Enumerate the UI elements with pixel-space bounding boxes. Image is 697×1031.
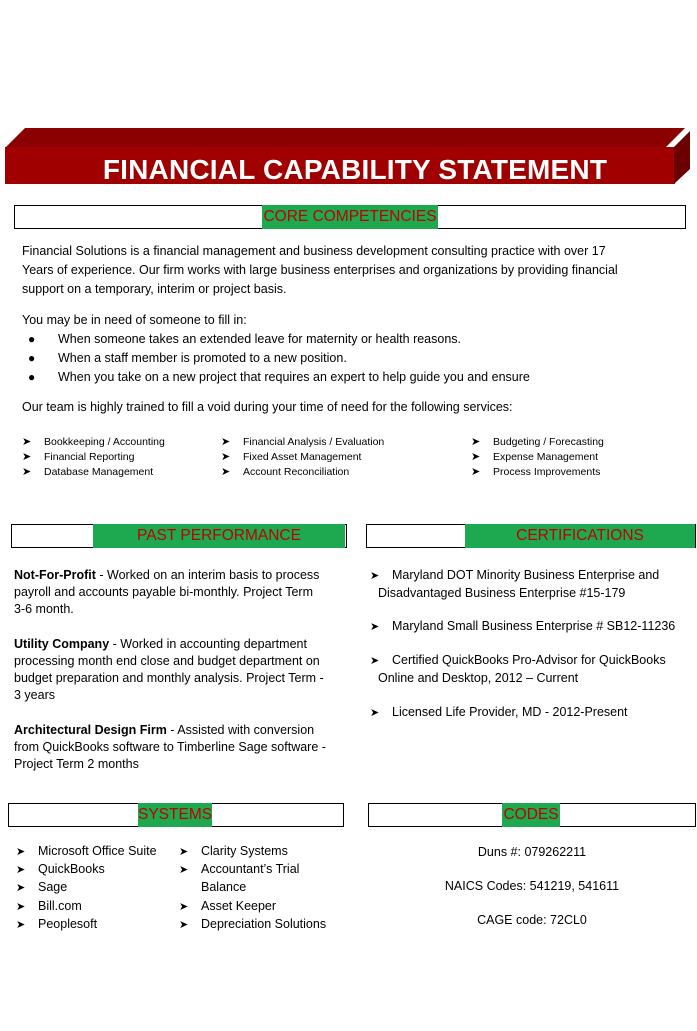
codes-heading: CODES <box>502 803 560 827</box>
past-item <box>14 722 326 773</box>
list-item <box>471 435 604 450</box>
bullet-icon: ● <box>28 351 36 365</box>
systems-column-1 <box>16 843 157 934</box>
arrow-icon: ➤ <box>221 436 231 448</box>
list-item <box>179 879 326 897</box>
list-item <box>179 843 326 861</box>
cert-text: Licensed Life Provider, MD - 2012-Present <box>392 705 628 719</box>
list-item <box>221 435 384 450</box>
arrow-icon: ➤ <box>221 466 231 478</box>
arrow-icon: ➤ <box>221 451 231 463</box>
need-intro: You may be in need of someone to fill in: <box>22 313 247 327</box>
bullet-icon: ● <box>28 370 36 384</box>
past-item-text: processing month end close and budget department on <box>14 654 320 668</box>
services-column-3 <box>471 435 604 480</box>
list-item <box>16 861 157 879</box>
past-item-text: 3 years <box>14 688 55 702</box>
system-label: Accountant’s Trial <box>201 862 300 877</box>
arrow-icon: ➤ <box>370 621 380 633</box>
systems-column-2 <box>179 843 326 934</box>
arrow-icon: ➤ <box>16 846 26 858</box>
cert-item <box>370 704 628 722</box>
services-column-1 <box>22 435 165 480</box>
list-item <box>179 861 326 879</box>
past-item-text: - Worked on an interim basis to process <box>95 568 320 582</box>
cert-item <box>370 652 666 687</box>
cage-code: CAGE code: 72CL0 <box>477 913 587 927</box>
past-item-title: Utility Company <box>14 637 110 651</box>
cert-text: Online and Desktop, 2012 – Current <box>378 671 579 685</box>
arrow-icon: ➤ <box>22 466 32 478</box>
services-column-2 <box>221 435 384 480</box>
system-label: Microsoft Office Suite <box>38 844 157 858</box>
list-item <box>16 879 157 897</box>
list-item-text: When a staff member is promoted to a new position. <box>58 351 347 365</box>
arrow-icon: ➤ <box>471 436 481 448</box>
service-label: Account Reconciliation <box>243 466 350 478</box>
core-intro-line: Years of experience. Our firm works with large business enterprises and organizations by providing financial <box>22 263 618 277</box>
service-label: Expense Management <box>493 451 599 463</box>
naics-codes: NAICS Codes: 541219, 541611 <box>444 879 620 893</box>
system-label: QuickBooks <box>38 862 105 877</box>
service-label: Budgeting / Forecasting <box>493 436 604 448</box>
cert-item <box>370 567 659 602</box>
arrow-icon: ➤ <box>370 707 380 719</box>
need-list <box>28 330 530 387</box>
cert-text: Maryland DOT Minority Business Enterprise and <box>392 568 660 582</box>
page-title: FINANCIAL CAPABILITY STATEMENT <box>102 154 608 185</box>
past-item-text: from QuickBooks software to Timberline Sage software - <box>14 740 326 754</box>
list-item <box>16 843 157 861</box>
service-label: Database Management <box>44 466 154 478</box>
past-performance-heading: PAST PERFORMANCE <box>93 524 345 548</box>
system-label: Bill.com <box>38 898 82 913</box>
system-label: Clarity Systems <box>201 844 288 858</box>
team-line: Our team is highly trained to fill a void during your time of need for the following services: <box>22 400 513 414</box>
list-item <box>471 465 604 480</box>
arrow-icon: ➤ <box>179 900 189 913</box>
title-banner-top <box>5 128 685 148</box>
arrow-icon: ➤ <box>370 655 380 667</box>
past-item-text: - Assisted with conversion <box>166 723 315 737</box>
core-competencies-heading: CORE COMPETENCIES <box>262 205 438 229</box>
list-item <box>16 898 157 916</box>
list-item <box>221 465 384 480</box>
list-item <box>221 450 384 465</box>
cert-item <box>370 618 675 636</box>
list-item <box>16 916 157 934</box>
list-item <box>28 349 530 368</box>
service-label: Financial Reporting <box>44 451 135 463</box>
service-label: Financial Analysis / Evaluation <box>243 436 385 448</box>
past-item-text: - Worked in accounting department <box>109 637 307 651</box>
arrow-icon: ➤ <box>370 570 380 582</box>
arrow-icon: ➤ <box>179 864 189 877</box>
past-item-text: budget preparation and monthly analysis. Project Term - <box>14 671 324 685</box>
arrow-icon: ➤ <box>179 918 189 931</box>
list-item-text: When you take on a new project that requires an expert to help guide you and ensure <box>58 370 530 384</box>
list-item <box>471 450 604 465</box>
list-item-text: When someone takes an extended leave for maternity or health reasons. <box>58 332 462 346</box>
past-item-text: 3-6 month. <box>14 602 74 616</box>
arrow-icon: ➤ <box>179 846 189 858</box>
system-label: Peoplesoft <box>38 916 98 931</box>
system-label: Balance <box>201 880 247 895</box>
arrow-icon: ➤ <box>22 451 32 463</box>
arrow-icon: ➤ <box>471 466 481 478</box>
cert-text: Disadvantaged Business Enterprise #15-179 <box>378 586 626 600</box>
service-label: Bookkeeping / Accounting <box>44 436 165 448</box>
core-intro-line: Financial Solutions is a financial management and business development consulting practice with over 17 <box>22 244 606 258</box>
past-item-title: Not-For-Profit <box>14 568 96 582</box>
past-item-text: Project Term 2 months <box>14 757 139 771</box>
system-label: Sage <box>38 880 68 895</box>
systems-heading: SYSTEMS <box>138 803 212 827</box>
arrow-icon: ➤ <box>22 436 32 448</box>
arrow-icon: ➤ <box>16 882 26 895</box>
list-item <box>179 916 326 934</box>
cert-text: Certified QuickBooks Pro-Advisor for QuickBooks <box>392 653 666 667</box>
system-label: Depreciation Solutions <box>201 916 327 931</box>
core-intro-line: support on a temporary, interim or project basis. <box>22 282 287 296</box>
cert-text: Maryland Small Business Enterprise # SB12-11236 <box>392 619 676 633</box>
bullet-icon: ● <box>28 332 36 346</box>
past-item-title: Architectural Design Firm <box>14 723 167 737</box>
service-label: Process Improvements <box>493 466 601 478</box>
list-item <box>28 368 530 387</box>
past-item-text: payroll and accounts payable bi-monthly. Project Term <box>14 585 313 599</box>
duns-number: Duns #: 079262211 <box>477 845 587 859</box>
arrow-icon: ➤ <box>16 864 26 877</box>
list-item <box>22 450 165 465</box>
arrow-icon: ➤ <box>471 451 481 463</box>
arrow-icon: ➤ <box>16 900 26 913</box>
past-item <box>14 636 324 704</box>
system-label: Asset Keeper <box>201 898 277 913</box>
past-item <box>14 567 319 618</box>
service-label: Fixed Asset Management <box>243 451 362 463</box>
certifications-heading: CERTIFICATIONS <box>465 524 695 548</box>
list-item <box>22 465 165 480</box>
list-item <box>179 898 326 916</box>
core-intro <box>22 242 618 299</box>
list-item <box>28 330 530 349</box>
arrow-icon: ➤ <box>16 918 26 931</box>
list-item <box>22 435 165 450</box>
